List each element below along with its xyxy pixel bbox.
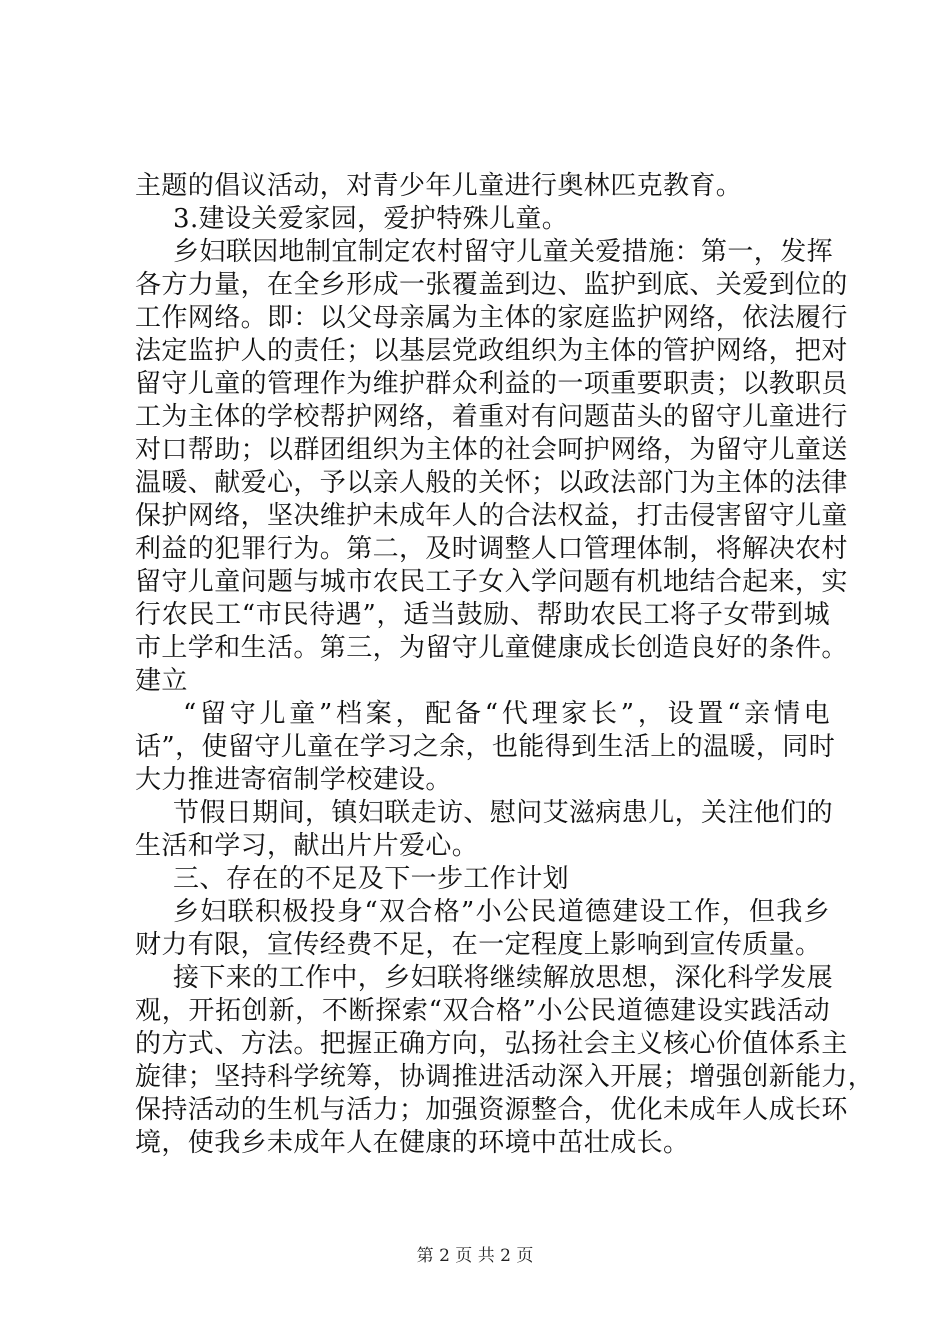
text-line: 境，使我乡未成年人在健康的环境中茁壮成长。: [135, 1128, 690, 1158]
text-line: 对口帮助；以群团组织为主体的社会呵护网络，为留守儿童送: [135, 435, 848, 465]
text-line: 保持活动的生机与活力；加强资源整合，优化未成年人成长环: [135, 1095, 848, 1125]
page-footer: 第 2 页 共 2 页: [416, 1246, 534, 1266]
text-line: 观，开拓创新，不断探索“双合格”小公民道德建设实践活动: [135, 996, 830, 1026]
text-line: 3.建设关爱家园，爱护特殊儿童。: [173, 204, 569, 234]
text-line: 三、存在的不足及下一步工作计划: [173, 864, 570, 894]
document-body: [135, 170, 875, 1160]
text-line: 工为主体的学校帮护网络，着重对有问题苗头的留守儿童进行: [135, 402, 848, 432]
text-line: 节假日期间，镇妇联走访、慰问艾滋病患儿，关注他们的: [173, 798, 834, 828]
text-line: 乡妇联因地制宜制定农村留守儿童关爱措施：第一，发挥: [173, 237, 834, 267]
text-line: 建立: [135, 666, 188, 696]
text-line: 旋律；坚持科学统筹，协调推进活动深入开展；增强创新能力，: [135, 1062, 875, 1092]
text-line: 乡妇联积极投身“双合格”小公民道德建设工作，但我乡: [173, 897, 830, 927]
text-line: 话”，使留守儿童在学习之余，也能得到生活上的温暖，同时: [135, 732, 836, 762]
text-line: 接下来的工作中，乡妇联将继续解放思想，深化科学发展: [173, 963, 834, 993]
text-line: 的方式、方法。把握正确方向，弘扬社会主义核心价值体系主: [135, 1029, 848, 1059]
text-line: 温暖、献爱心，予以亲人般的关怀；以政法部门为主体的法律: [135, 468, 848, 498]
text-line: 留守儿童问题与城市农民工子女入学问题有机地结合起来，实: [135, 567, 848, 597]
text-line: 市上学和生活。第三，为留守儿童健康成长创造良好的条件。: [135, 633, 848, 663]
text-line: 行农民工“市民待遇”，适当鼓励、帮助农民工将子女带到城: [135, 600, 830, 630]
text-line: 利益的犯罪行为。第二，及时调整人口管理体制，将解决农村: [135, 534, 848, 564]
text-line: 法定监护人的责任；以基层党政组织为主体的管护网络，把对: [135, 336, 848, 366]
text-line: 主题的倡议活动，对青少年儿童进行奥林匹克教育。: [135, 171, 743, 201]
text-line: 各方力量，在全乡形成一张覆盖到边、监护到底、关爱到位的: [135, 270, 848, 300]
text-line: 保护网络，坚决维护未成年人的合法权益，打击侵害留守儿童: [135, 501, 848, 531]
text-line: 工作网络。即：以父母亲属为主体的家庭监护网络，依法履行: [135, 303, 848, 333]
text-line: “留守儿童”档案，配备“代理家长”，设置“亲情电: [183, 699, 830, 729]
text-line: 财力有限，宣传经费不足，在一定程度上影响到宣传质量。: [135, 930, 822, 960]
text-line: 大力推进寄宿制学校建设。: [135, 765, 452, 795]
text-line: 留守儿童的管理作为维护群众利益的一项重要职责；以教职员: [135, 369, 848, 399]
text-line: 生活和学习，献出片片爱心。: [135, 831, 479, 861]
